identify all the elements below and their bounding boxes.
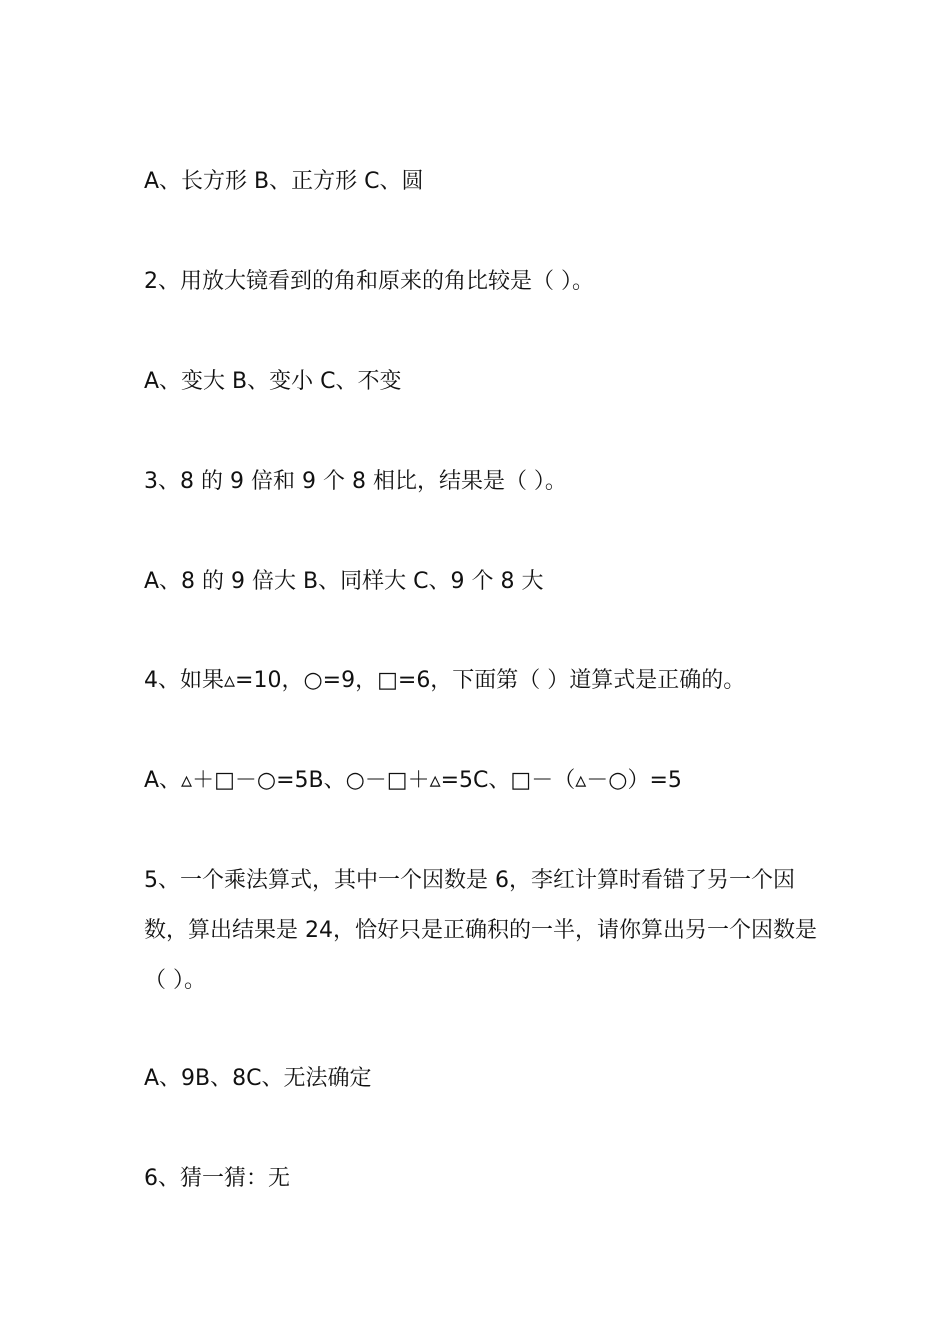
answer-options-q1: A、长方形 B、正方形 C、圆 <box>144 169 424 194</box>
answer-options-q2: A、变大 B、变小 C、不变 <box>144 369 402 394</box>
question-5: 5、一个乘法算式，其中一个因数是 6，李红计算时看错了另一个因数，算出结果是 24，恰好只是正确积的一半，请你算出另一个因数是（ ）。 <box>144 868 817 993</box>
question-6: 6、猜一猜：无 <box>144 1166 290 1191</box>
question-3: 3、8 的 9 倍和 9 个 8 相比，结果是（ ）。 <box>144 469 567 494</box>
answer-options-q5: A、9B、8C、无法确定 <box>144 1066 372 1091</box>
question-2: 2、用放大镜看到的角和原来的角比较是（ ）。 <box>144 269 594 294</box>
answer-options-q4: A、▵＋□－○=5B、○－□＋▵=5C、□－（▵－○）=5 <box>144 768 682 793</box>
question-4: 4、如果▵=10，○=9，□=6，下面第（ ）道算式是正确的。 <box>144 668 746 693</box>
answer-options-q3: A、8 的 9 倍大 B、同样大 C、9 个 8 大 <box>144 569 544 594</box>
